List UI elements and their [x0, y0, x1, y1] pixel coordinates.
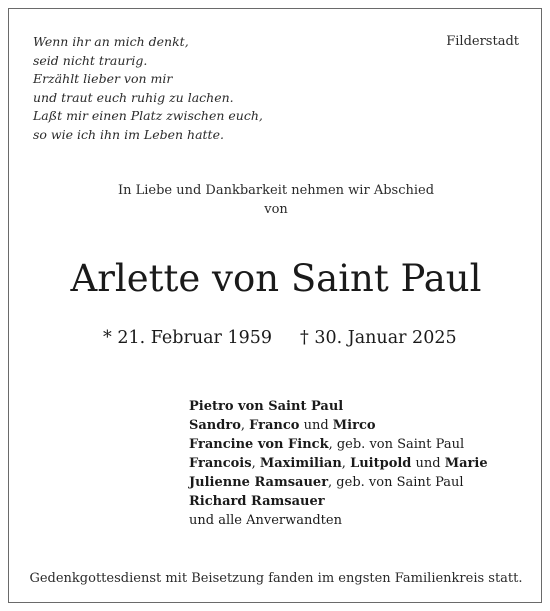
- mourner-line: [189, 435, 488, 454]
- mourner-name: Julienne Ramsauer: [189, 475, 329, 490]
- maiden-name-note: , geb. von Saint Paul: [328, 475, 464, 490]
- separator: ,: [341, 456, 351, 471]
- mourner-line: [189, 492, 488, 511]
- mourners-list: [189, 397, 488, 530]
- mourner-line: [189, 416, 488, 435]
- mourner-line: [189, 454, 488, 473]
- mourner-name: Francois: [189, 456, 252, 471]
- poem-line: Wenn ihr an mich denkt,: [33, 34, 189, 49]
- service-note: Gedenkgottesdienst mit Beisetzung fanden im engsten Familienkreis statt.: [29, 571, 523, 586]
- maiden-name-note: , geb. von Saint Paul: [328, 437, 465, 452]
- obituary-frame: [8, 8, 542, 603]
- separator: und: [411, 456, 445, 471]
- death-date: † 30. Januar 2025: [300, 328, 457, 348]
- separator: ,: [251, 456, 260, 471]
- poem-line: und traut euch ruhig zu lachen.: [33, 89, 234, 105]
- mourner-line: [189, 511, 488, 530]
- poem-line: Laßt mir einen Platz zwischen euch,: [33, 108, 263, 123]
- mourner-name: Francine von Finck: [189, 437, 329, 452]
- mourner-name: Pietro von Saint Paul: [189, 399, 344, 414]
- mourner-name: Franco: [249, 418, 300, 433]
- location: Filderstadt: [446, 34, 519, 49]
- intro-line: In Liebe und Dankbarkeit nehmen wir Abschied: [117, 183, 435, 198]
- mourner-name: Sandro: [189, 418, 241, 433]
- intro-text: [9, 181, 543, 219]
- poem-line: so wie ich ihn im Leben hatte.: [33, 126, 224, 142]
- deceased-name: Arlette von Saint Paul: [70, 257, 482, 300]
- mourner-name: Richard Ramsauer: [189, 494, 325, 509]
- poem-line: Erzählt lieber von mir: [33, 71, 173, 86]
- mourner-line: [189, 397, 488, 416]
- separator: und: [299, 418, 333, 433]
- mourner-name: Luitpold: [350, 456, 412, 471]
- poem-line: seid nicht traurig.: [33, 52, 148, 68]
- mourner-name: Mirco: [332, 418, 376, 433]
- poem: [33, 33, 263, 144]
- intro-line: von: [264, 202, 288, 217]
- birth-date: * 21. Februar 1959: [103, 328, 272, 348]
- separator: ,: [240, 418, 250, 433]
- mourner-line: [189, 473, 488, 492]
- relatives-note: und alle Anverwandten: [189, 513, 342, 528]
- mourner-name: Marie: [444, 456, 488, 471]
- mourner-name: Maximilian: [259, 456, 342, 471]
